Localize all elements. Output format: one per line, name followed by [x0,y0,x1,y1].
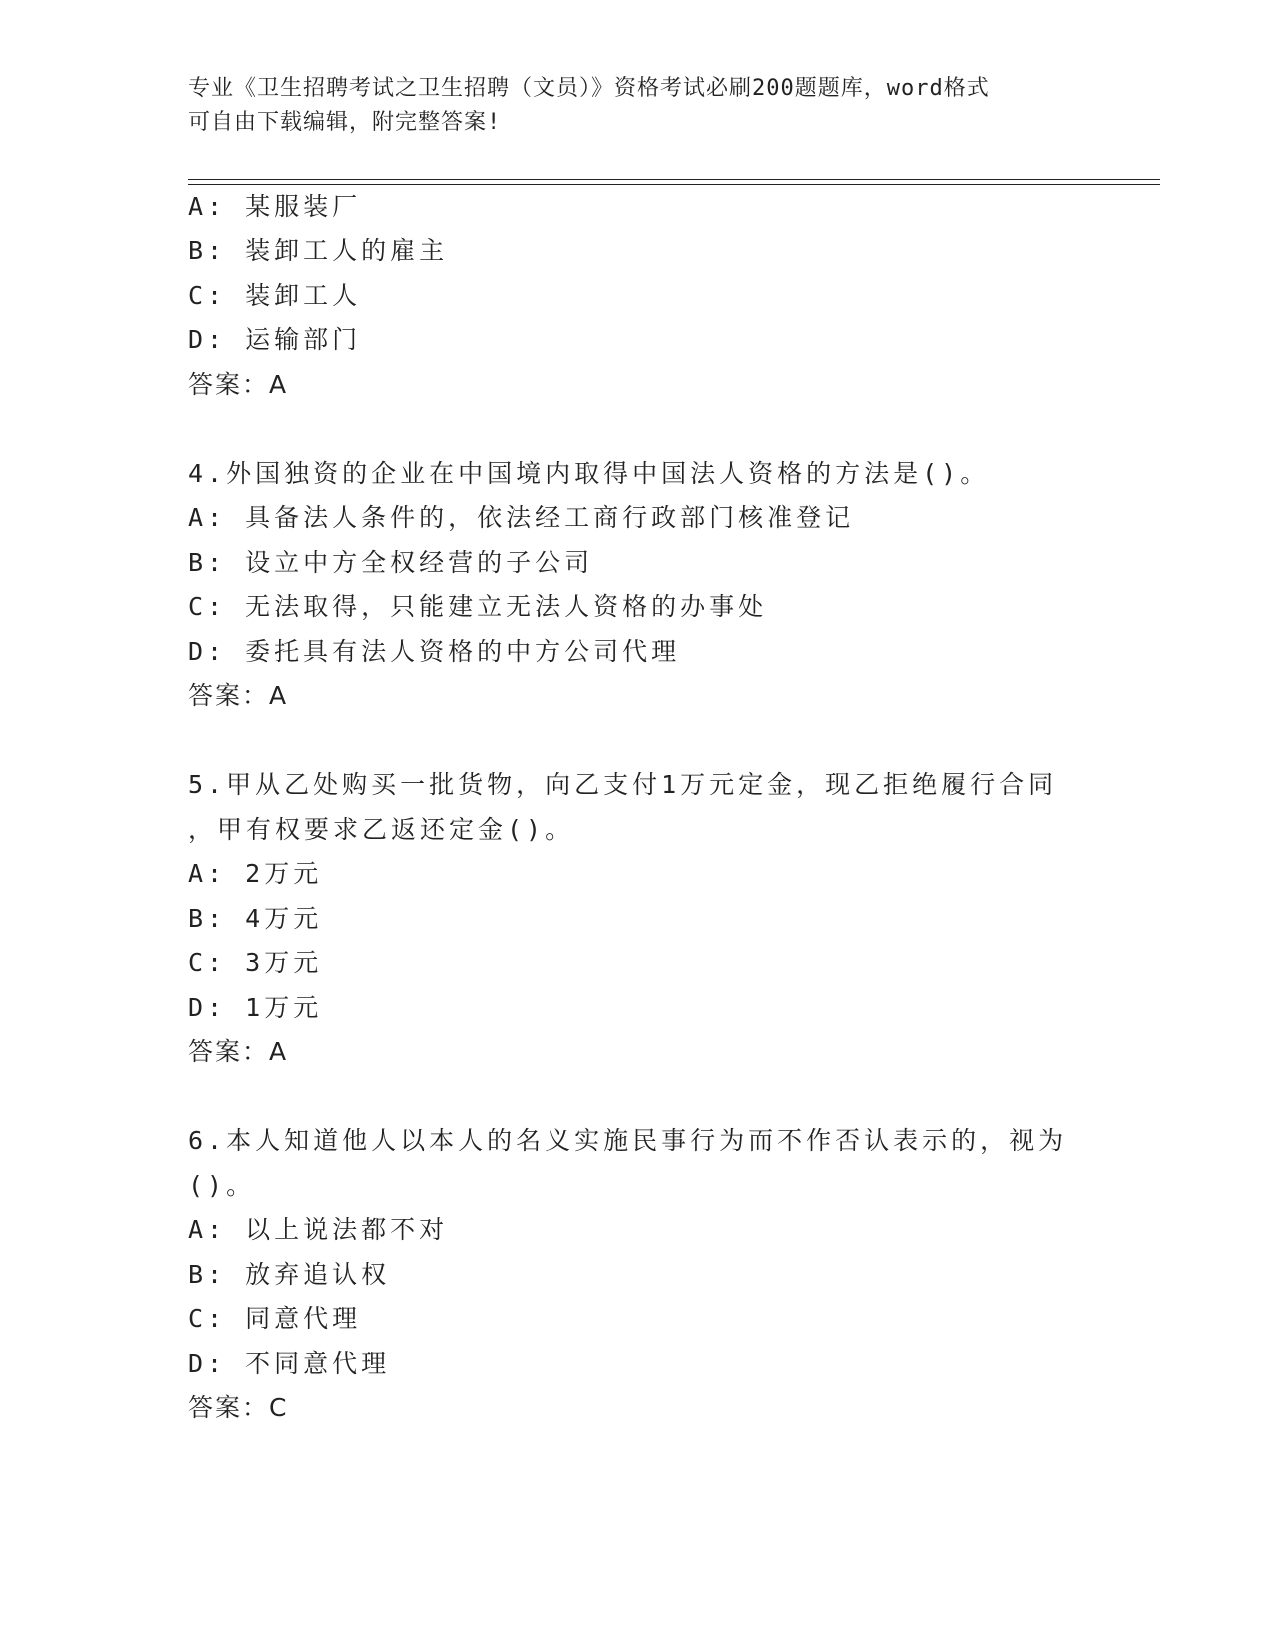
q6-option-a: A: 以上说法都不对 [188,1215,449,1244]
q4-stem: 4.外国独资的企业在中国境内取得中国法人资格的方法是()。 [188,459,990,488]
q4-answer: 答案：A [188,681,289,710]
q4-option-a: A: 具备法人条件的，依法经工商行政部门核准登记 [188,503,855,532]
q5-stem-line-2: ，甲有权要求乙返还定金()。 [188,815,575,844]
q4-option-d: D: 委托具有法人资格的中方公司代理 [188,637,681,666]
q3-option-a: A: 某服装厂 [188,192,362,221]
q6-stem-line-1: 6.本人知道他人以本人的名义实施民事行为而不作否认表示的，视为 [188,1126,1068,1155]
q5-option-a: A: 2万元 [188,859,323,888]
q4-option-b: B: 设立中方全权经营的子公司 [188,548,594,577]
q3-answer: 答案：A [188,370,289,399]
q5-answer: 答案：A [188,1037,289,1066]
q4-option-c: C: 无法取得，只能建立无法人资格的办事处 [188,592,768,621]
q5-option-c: C: 3万元 [188,948,323,977]
header-divider-top [188,179,1160,180]
q6-option-c: C: 同意代理 [188,1304,362,1333]
q5-stem-line-1: 5.甲从乙处购买一批货物，向乙支付1万元定金，现乙拒绝履行合同 [188,770,1058,799]
q5-option-d: D: 1万元 [188,993,323,1022]
q3-option-b: B: 装卸工人的雇主 [188,236,449,265]
header-title-line-1: 专业《卫生招聘考试之卫生招聘（文员）》资格考试必刷200题题库，word格式 [188,76,990,101]
header-title-line-2: 可自由下载编辑，附完整答案! [188,110,502,135]
q6-stem-line-2: ()。 [188,1171,256,1200]
q6-answer: 答案：C [188,1393,289,1422]
q6-option-b: B: 放弃追认权 [188,1260,391,1289]
header-divider-bottom [188,184,1160,185]
document-header [188,72,1088,140]
q6-option-d: D: 不同意代理 [188,1349,391,1378]
q5-option-b: B: 4万元 [188,904,323,933]
q3-option-c: C: 装卸工人 [188,281,362,310]
q3-option-d: D: 运输部门 [188,325,362,354]
